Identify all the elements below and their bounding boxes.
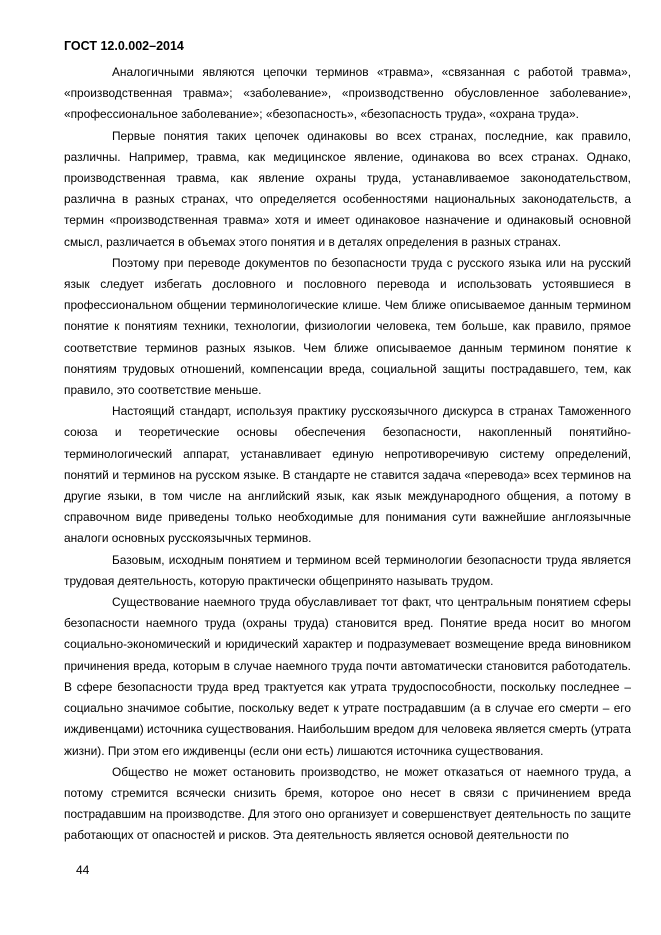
paragraph-term-chains: Аналогичными являются цепочки терминов «травма», «связанная с работой травма», «производственная травма»; «заболевание», «производственно обусловленное заболевание», «профессиональное заболевание»; «безопасность», «безопасность труда», «охрана труда».	[64, 65, 631, 122]
body-text	[64, 62, 631, 847]
page-number: 44	[76, 863, 90, 877]
paragraph-first-concepts: Первые понятия таких цепочек одинаковы во всех странах, последние, как правило, различны. Например, травма, как медицинское явление, одинакова во всех странах. Однако, производственная травма, как явление охраны труда, устанавливаемое законодательством, различна в разных странах, что определяется особенностями национальных законодательств, а термин «производственная травма» хотя и имеет одинаковое назначение и одинаковый основной смысл, различается в объемах этого понятия и в деталях определения в разных странах.	[64, 128, 631, 249]
paragraph-base-concept: Базовым, исходным понятием и термином всей терминологии безопасности труда является трудовая деятельность, которую практически общепринято называть трудом.	[64, 552, 631, 588]
paragraph-harm: Существование наемного труда обуславливает тот факт, что центральным понятием сферы безопасности наемного труда (охраны труда) становится вред. Понятие вреда носит во многом социально-экономический и юридический характер и подразумевает возмещение вреда виновником причинения вреда, которым в случае наемного труда почти автоматически становится работодатель. В сфере безопасности труда вред трактуется как утрата трудоспособности, поскольку последнее – социально значимое событие, поскольку ведет к утрате пострадавшим (а в случае его смерти – его иждивенцами) источника существования. Наибольшим вредом для человека является смерть (утрата жизни). При этом его иждивенцы (если они есть) лишаются источника существования.	[64, 595, 631, 758]
paragraph-standard-scope: Настоящий стандарт, используя практику русскоязычного дискурса в странах Таможенного союза и теоретические основы обеспечения безопасности, накопленный понятийно-терминологический аппарат, устанавливает единую непротиворечивую систему определений, понятий и терминов на русском языке. В стандарте не ставится задача «перевода» всех терминов на другие языки, в том числе на английский язык, как язык международного общения, а потому в справочном виде приведены только необходимые для понимания сути важнейшие англоязычные аналоги основных русскоязычных терминов.	[64, 404, 631, 546]
standard-code-header: ГОСТ 12.0.002–2014	[64, 39, 184, 53]
paragraph-translation: Поэтому при переводе документов по безопасности труда с русского языка или на русский язык следует избегать дословного и пословного перевода и использовать устоявшиеся в профессиональном общении терминологические клише. Чем ближе описываемое данным термином понятие к понятиям техники, технологии, физиологии человека, тем больше, как правило, прямое соответствие терминов разных языков. Чем ближе описываемое данным термином понятие к понятиям трудовых отношений, компенсации вреда, социальной защиты пострадавшего, тем, как правило, это соответствие меньше.	[64, 255, 631, 398]
paragraph-society: Общество не может остановить производство, не может отказаться от наемного труда, а потому стремится всячески снизить бремя, которое оно несет в связи с причинением вреда пострадавшим на производстве. Для этого оно организует и совершенствует деятельность по защите работающих от опасностей и рисков. Эта деятельность является основой деятельности по	[64, 764, 631, 843]
